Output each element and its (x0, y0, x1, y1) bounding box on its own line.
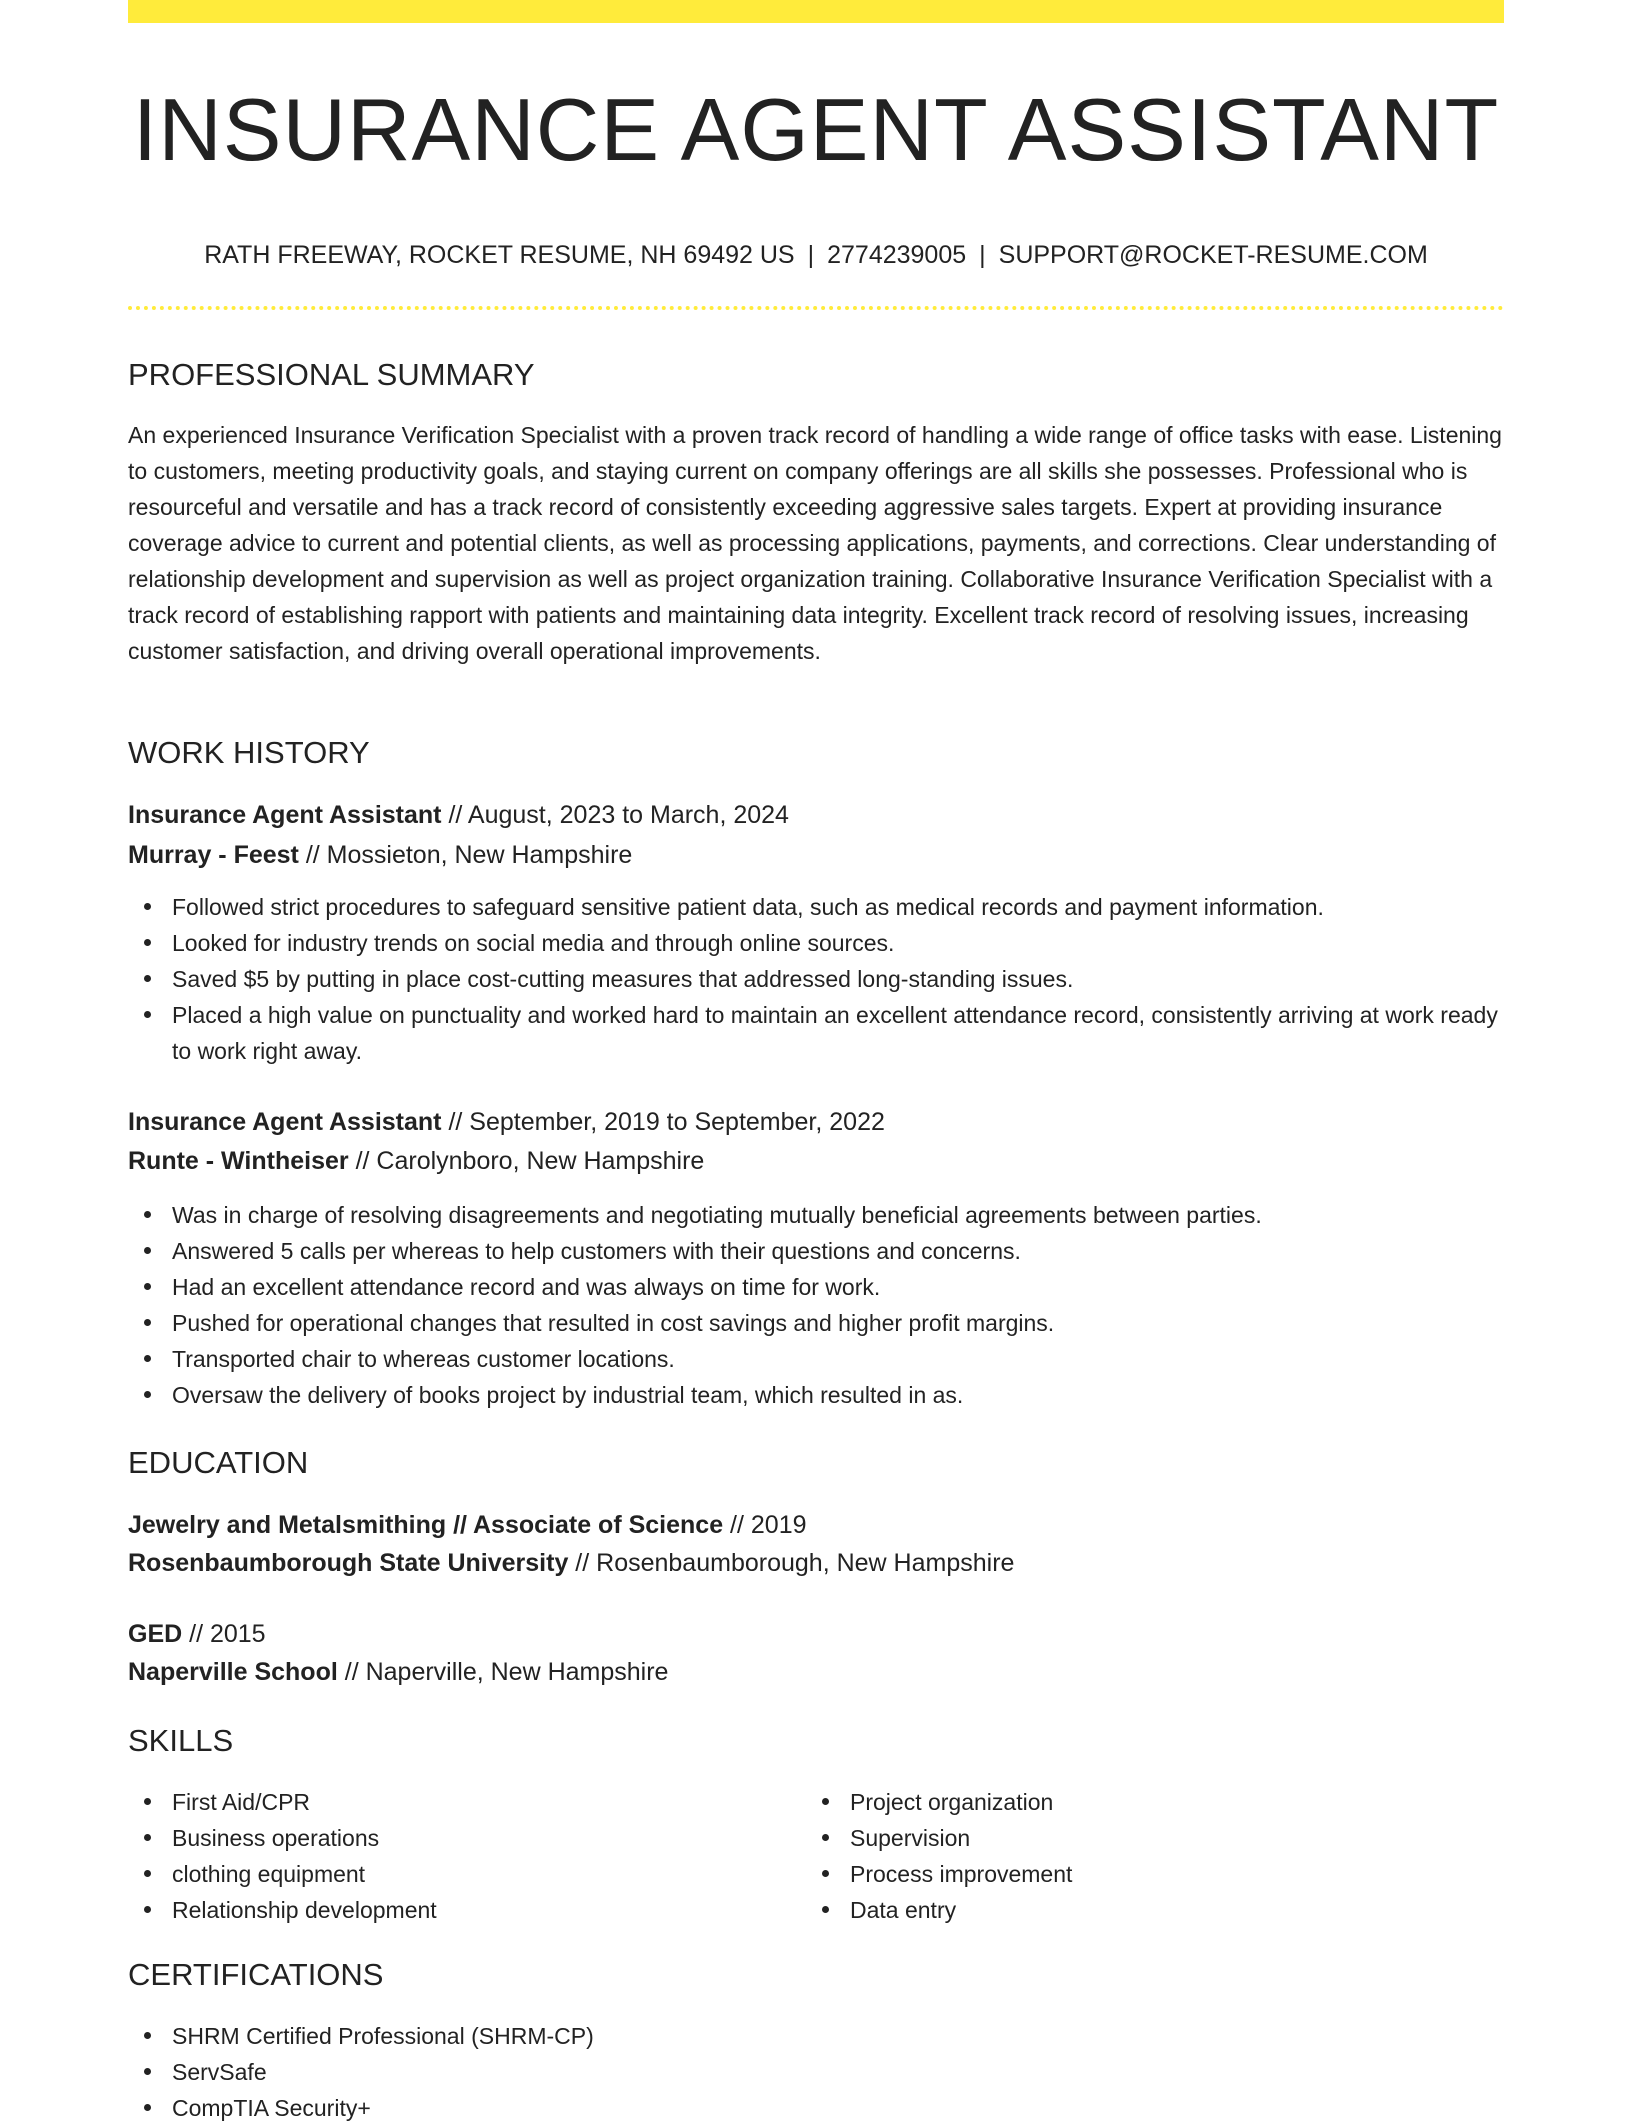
list-item: Followed strict procedures to safeguard sensitive patient data, such as medical records and payment information. (172, 889, 1504, 925)
job-location: // Carolynboro, New Hampshire (348, 1147, 705, 1175)
education-school-line (128, 1545, 1014, 1581)
contact-separator: | (979, 241, 986, 269)
job-bullets (128, 1197, 1504, 1413)
education-location: // Rosenbaumborough, New Hampshire (568, 1549, 1015, 1577)
list-item: Data entry (850, 1892, 1470, 1928)
list-item: Transported chair to whereas customer locations. (172, 1341, 1504, 1377)
education-school-line (128, 1654, 668, 1690)
job-company: Runte - Wintheiser (128, 1147, 349, 1175)
skills-list-left (128, 1784, 792, 1928)
list-item: Business operations (172, 1820, 792, 1856)
contact-address: RATH FREEWAY, ROCKET RESUME, NH 69492 US (204, 241, 795, 269)
dotted-divider (128, 306, 1504, 310)
list-item: Process improvement (850, 1856, 1470, 1892)
list-item: Looked for industry trends on social media and through online sources. (172, 925, 1504, 961)
list-item: First Aid/CPR (172, 1784, 792, 1820)
job-company-line (128, 1143, 704, 1179)
list-item: Oversaw the delivery of books project by industrial team, which resulted in as. (172, 1377, 1504, 1413)
list-item: ServSafe (172, 2054, 1504, 2090)
job-dates: // August, 2023 to March, 2024 (441, 801, 789, 829)
contact-separator: | (807, 241, 815, 269)
list-item: Answered 5 calls per whereas to help customers with their questions and concerns. (172, 1233, 1504, 1269)
education-location: // Naperville, New Hampshire (337, 1658, 669, 1686)
list-item: Pushed for operational changes that resulted in cost savings and higher profit margins. (172, 1305, 1504, 1341)
skills-heading: SKILLS (128, 1723, 234, 1758)
list-item: Was in charge of resolving disagreements and negotiating mutually beneficial agreements between parties. (172, 1197, 1504, 1233)
contact-line (128, 237, 1504, 273)
list-item: Project organization (850, 1784, 1470, 1820)
education-year: // 2019 (723, 1511, 807, 1539)
job-company: Murray - Feest (128, 841, 299, 869)
job-company-line (128, 837, 632, 873)
list-item: Relationship development (172, 1892, 792, 1928)
education-school: Rosenbaumborough State University (128, 1549, 569, 1577)
job-bullets (128, 889, 1504, 1069)
list-item: Saved $5 by putting in place cost-cutting measures that addressed long-standing issues. (172, 961, 1504, 997)
job-title: Insurance Agent Assistant (128, 1108, 442, 1136)
education-heading: EDUCATION (128, 1445, 309, 1480)
job-dates: // September, 2019 to September, 2022 (441, 1108, 885, 1136)
list-item: SHRM Certified Professional (SHRM-CP) (172, 2018, 1504, 2054)
summary-heading: PROFESSIONAL SUMMARY (128, 357, 535, 392)
list-item: Had an excellent attendance record and was always on time for work. (172, 1269, 1504, 1305)
accent-top-bar (128, 0, 1504, 23)
education-degree-line (128, 1616, 266, 1652)
job-title-line (128, 797, 789, 833)
education-degree-line (128, 1507, 807, 1543)
list-item: CompTIA Security+ (172, 2090, 1504, 2126)
skills-list-right (806, 1784, 1470, 1928)
contact-phone[interactable]: 2774239005 (827, 241, 967, 269)
certifications-list (128, 2018, 1504, 2126)
work-history-heading: WORK HISTORY (128, 735, 370, 770)
education-year: // 2015 (182, 1620, 266, 1648)
list-item: Supervision (850, 1820, 1470, 1856)
summary-text: An experienced Insurance Verification Specialist with a proven track record of handling a wide range of office tasks with ease. Listening to customers, meeting productivity goals, and staying current on company offerings are all skills she possesses. Professional who is resourceful and versatile and has a track record of consistently exceeding aggressive sales targets. Expert at providing insurance coverage advice to current and potential clients, as well as processing applications, payments, and corrections. Clear understanding of relationship development and supervision as well as project organization training. Collaborative Insurance Verification Specialist with a track record of establishing rapport with patients and maintaining data integrity. Excellent track record of resolving issues, increasing customer satisfaction, and driving overall operational improvements. (128, 422, 1502, 664)
list-item: Placed a high value on punctuality and worked hard to maintain an excellent attendance record, consistently arriving at work ready to work right away. (172, 997, 1504, 1069)
education-degree: GED (128, 1620, 183, 1648)
education-degree: Jewelry and Metalsmithing // Associate of Science (128, 1511, 724, 1539)
job-title-line (128, 1104, 885, 1140)
list-item: clothing equipment (172, 1856, 792, 1892)
certifications-heading: CERTIFICATIONS (128, 1957, 384, 1992)
job-title: Insurance Agent Assistant (128, 801, 442, 829)
resume-title: INSURANCE AGENT ASSISTANT (132, 80, 1500, 179)
education-school: Naperville School (128, 1658, 338, 1686)
contact-email[interactable]: SUPPORT@ROCKET-RESUME.COM (998, 241, 1428, 269)
job-location: // Mossieton, New Hampshire (298, 841, 633, 869)
